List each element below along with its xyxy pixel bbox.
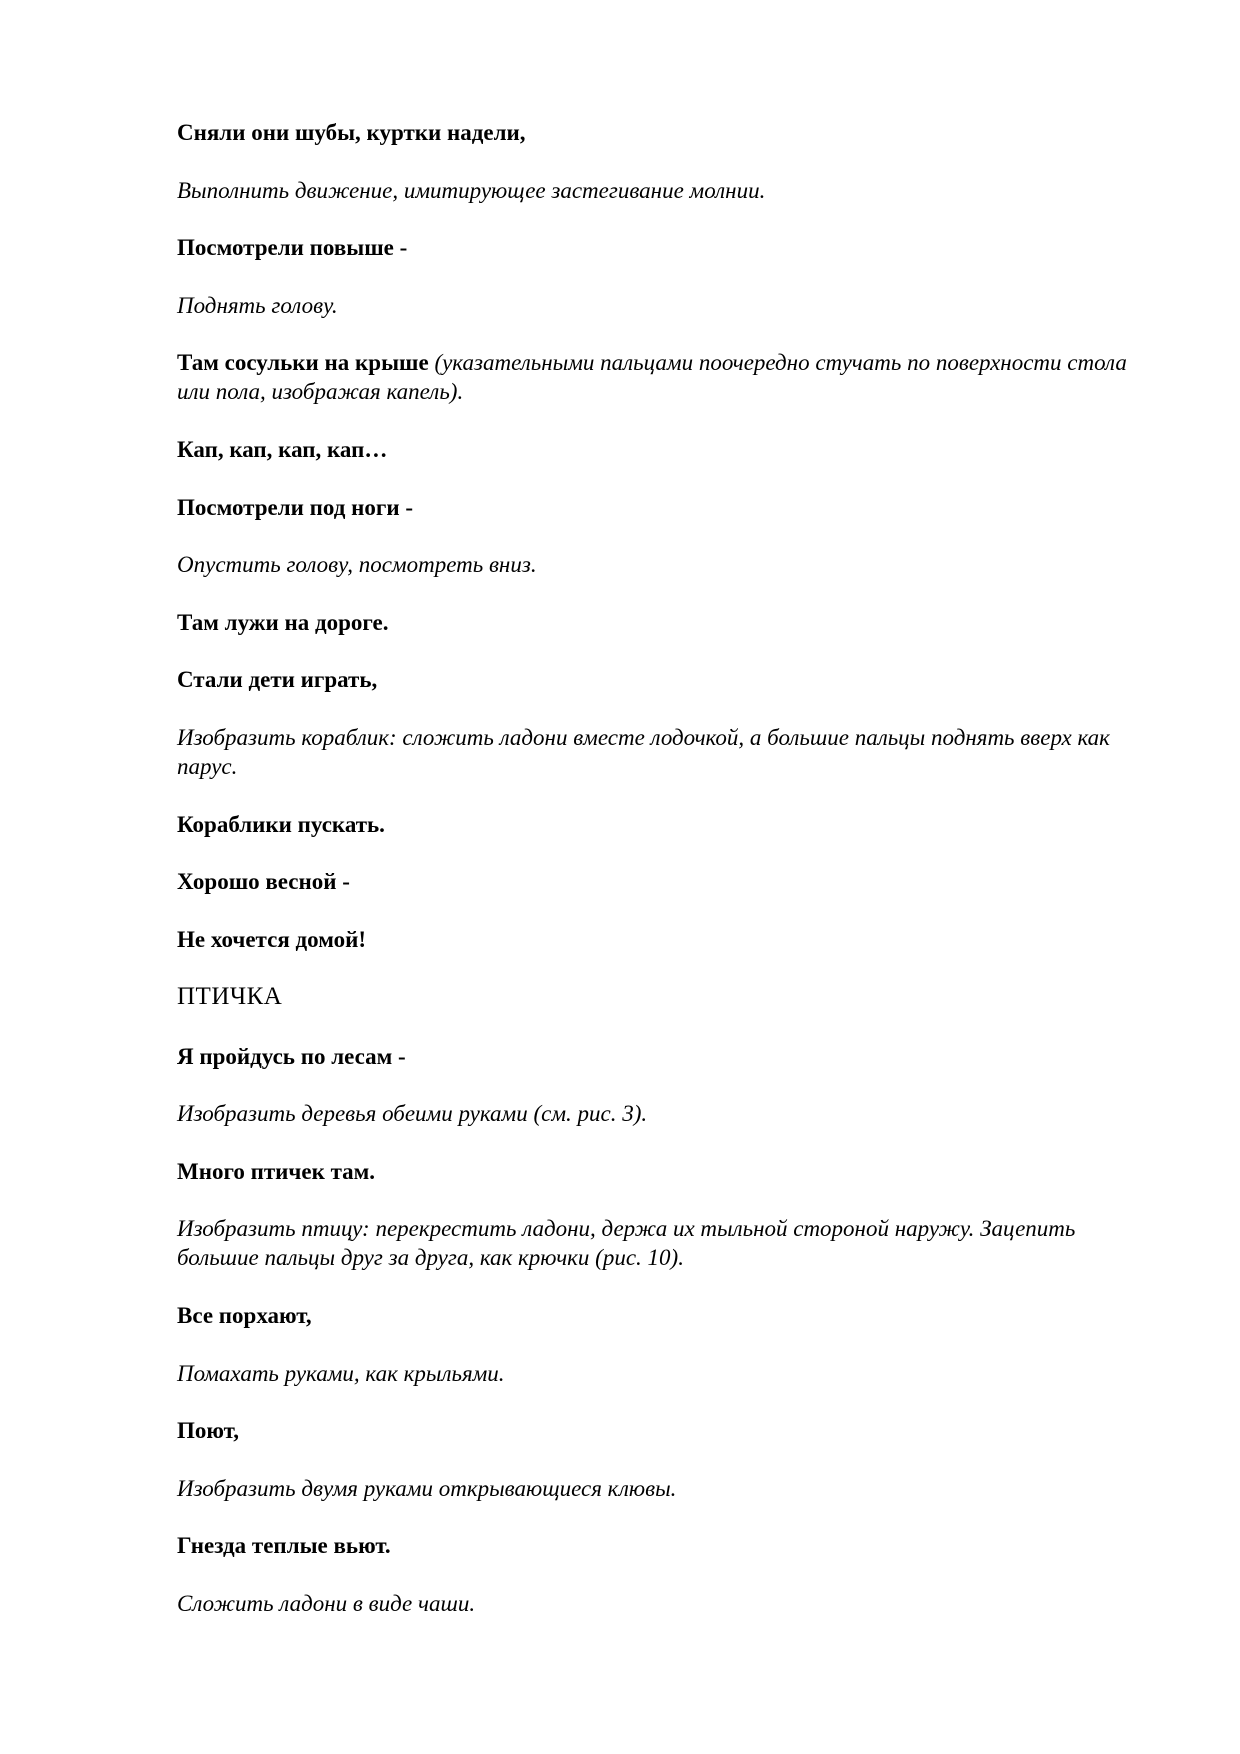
instruction-line: Выполнить движение, имитирующее застегивание молнии. <box>177 178 766 203</box>
verse-line: Посмотрели под ноги - <box>177 495 413 520</box>
verse-line: Много птичек там. <box>177 1159 376 1184</box>
verse-line: Хорошо весной - <box>177 869 350 894</box>
instruction-line: Сложить ладони в виде чаши. <box>177 1591 476 1616</box>
instruction-line: Поднять голову. <box>177 293 338 318</box>
verse-line: Все порхают, <box>177 1303 312 1328</box>
verse-line: Кораблики пускать. <box>177 812 385 837</box>
verse-line: Там лужи на дороге. <box>177 610 389 635</box>
instruction-text: (указательными пальцами поочередно стучать по поверхности стола или пола, изображая капель). <box>177 350 1127 404</box>
verse-text: Там сосульки на крыше <box>177 350 429 375</box>
verse-line: Гнезда теплые вьют. <box>177 1533 391 1558</box>
verse-with-instruction <box>177 348 1162 406</box>
instruction-line: Помахать руками, как крыльями. <box>177 1361 505 1386</box>
instruction-line: Изобразить двумя руками открывающиеся клювы. <box>177 1476 677 1501</box>
verse-line: Сняли они шубы, куртки надели, <box>177 120 526 145</box>
instruction-line: Опустить голову, посмотреть вниз. <box>177 552 537 577</box>
section-heading: ПТИЧКА <box>177 983 283 1010</box>
instruction-line: Изобразить деревья обеими руками (см. рис. 3). <box>177 1101 648 1126</box>
verse-line: Поют, <box>177 1418 239 1443</box>
verse-line: Стали дети играть, <box>177 667 378 692</box>
verse-line: Я пройдусь по лесам - <box>177 1044 406 1069</box>
verse-line: Посмотрели повыше - <box>177 235 408 260</box>
instruction-line: Изобразить кораблик: сложить ладони вместе лодочкой, а большие пальцы поднять вверх как парус. <box>177 725 1110 779</box>
verse-line: Кап, кап, кап, кап… <box>177 437 388 462</box>
verse-line: Не хочется домой! <box>177 927 367 952</box>
instruction-line: Изобразить птицу: перекрестить ладони, держа их тыльной стороной наружу. Зацепить большие пальцы друг за друга, как крючки (рис. 10). <box>177 1216 1076 1270</box>
